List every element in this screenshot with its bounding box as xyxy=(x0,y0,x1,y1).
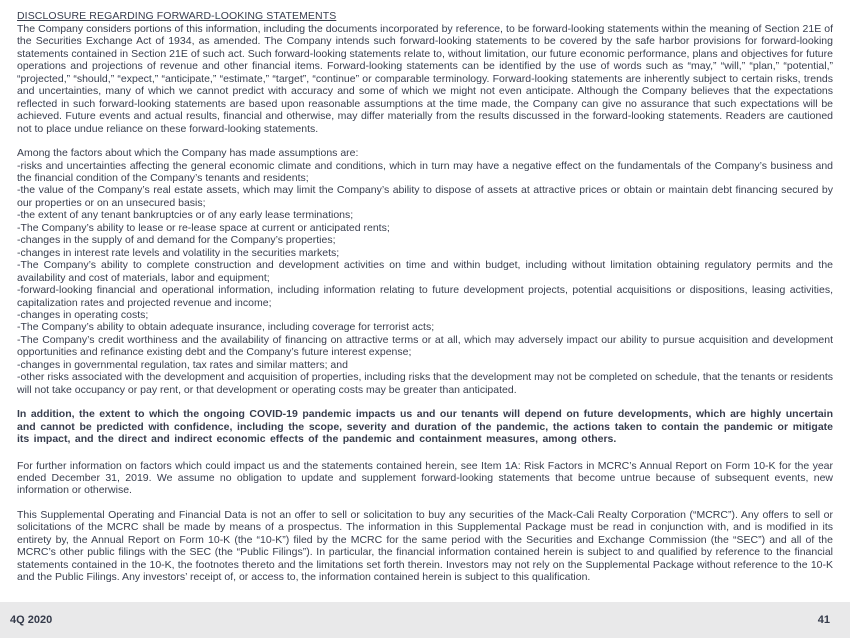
page-title: DISCLOSURE REGARDING FORWARD-LOOKING STATEMENTS xyxy=(17,10,337,22)
factor-item: -changes in interest rate levels and volatility in the securities markets; xyxy=(17,246,340,259)
factor-item: -The Company’s credit worthiness and the availability of financing on attractive terms or at all, which may adversely impact our ability to pursue acquisition and development opportunities and refinance existing debt and the Company’s future interest expense; xyxy=(17,333,833,359)
factor-item: -The Company’s ability to obtain adequate insurance, including coverage for terrorist acts; xyxy=(17,321,435,334)
assumption-factors-section xyxy=(17,147,833,396)
factor-item: -The Company’s ability to complete construction and development activities on time and within budget, including without limitation obtaining regulatory permits and the availability and cost of materials, labor and equipment; xyxy=(17,259,833,284)
factor-item: -changes in governmental regulation, tax rates and similar matters; and xyxy=(17,358,348,371)
factor-item: -the extent of any tenant bankruptcies or of any early lease terminations; xyxy=(17,209,354,222)
factor-item: -other risks associated with the development and acquisition of properties, including risks that the development may not be completed on schedule, that the tenants or residents will not take occupancy or pay rent, or that development or operating costs may be greater than anticipated. xyxy=(17,371,833,396)
factor-item: -risks and uncertainties affecting the general economic climate and conditions, which in turn may have a negative effect on the fundamentals of the Company’s business and the financial condition of the Company’s tenants and residents; xyxy=(17,159,833,184)
page-footer xyxy=(0,602,850,638)
factor-item: -the value of the Company’s real estate assets, which may limit the Company’s ability to dispose of assets at attractive prices or obtain or maintain debt financing secured by our properties or on an unsecured basis; xyxy=(17,184,833,209)
factors-intro: Among the factors about which the Company has made assumptions are: xyxy=(17,147,359,160)
supplemental-disclaimer-paragraph: This Supplemental Operating and Financial Data is not an offer to sell or solicitation to buy any securities of the Mack-Cali Realty Corporation (“MCRC”). Any offers to sell or solicitations of the MCRC shall be made by means of a prospectus. The information in this Supplemental Package must be read in conjunction with, and is modified in its entirety by, the Annual Report on Form 10-K (the “10-K”) filed by the MCRC for the same period with the Securities and Exchange Commission (the “SEC”) and all of the MCRC’s other public filings with the SEC (the “Public Filings”). In particular, the financial information contained herein is subject to and qualified by reference to the financial statements contained in the 10-K, the footnotes thereto and the limitations set forth therein. Investors may not rely on the Supplemental Package without reference to the 10-K and the Public Filings. Any investors’ receipt of, or access to, the information contained herein is subject to this qualification. xyxy=(17,508,833,584)
factor-item: -changes in the supply of and demand for the Company’s properties; xyxy=(17,234,336,247)
factor-item: -changes in operating costs; xyxy=(17,308,149,321)
covid-disclosure-paragraph: In addition, the extent to which the ongoing COVID-19 pandemic impacts us and our tenants will depend on future developments, which are highly uncertain and cannot be predicted with confidence, including the scope, severity and duration of the pandemic, the actions taken to contain the pandemic or mitigate its impact, and the direct and indirect economic effects of the pandemic and containment measures, among others. xyxy=(17,408,833,446)
footer-quarter-label: 4Q 2020 xyxy=(10,614,53,626)
footer-page-number: 41 xyxy=(817,614,830,626)
factor-item: -The Company’s ability to lease or re-lease space at current or anticipated rents; xyxy=(17,221,390,234)
forward-looking-intro-paragraph: The Company considers portions of this information, including the documents incorporated by reference, to be forward-looking statements within the meaning of Section 21E of the Securities Exchange Act of 1934, as amended. The Company intends such forward-looking statements to be covered by the safe harbor provisions for forward-looking statements contained in Section 21E of such act. Such forward-looking statements relate to, without limitation, our future economic performance, plans and objectives for future operations and projections of revenue and other financial items. Forward-looking statements can be identified by the use of words such as “may,” “will,” “plan,” “potential,” “projected,” “should,” “expect,” “anticipate,” “estimate,” “target”, “continue” or comparable terminology. Forward-looking statements are inherently subject to certain risks, trends and uncertainties, many of which we cannot predict with accuracy and some of which we might not even anticipate. Although the Company believes that the expectations reflected in such forward-looking statements are based upon reasonable assumptions at the time made, the Company can give no assurance that such expectations will be achieved. Future events and actual results, financial and otherwise, may differ materially from the results discussed in the forward-looking statements. Readers are cautioned not to place undue reliance on these forward-looking statements. xyxy=(17,23,833,135)
factor-item: -forward-looking financial and operational information, including information relating to future development projects, potential acquisitions or dispositions, leasing activities, capitalization rates and projected revenue and income; xyxy=(17,284,833,309)
further-information-paragraph: For further information on factors which could impact us and the statements contained herein, see Item 1A: Risk Factors in MCRC’s Annual Report on Form 10-K for the year ended December 31, 2019. We assume no obligation to update and supplement forward-looking statements that become untrue because of subsequent events, new information or otherwise. xyxy=(17,459,833,497)
